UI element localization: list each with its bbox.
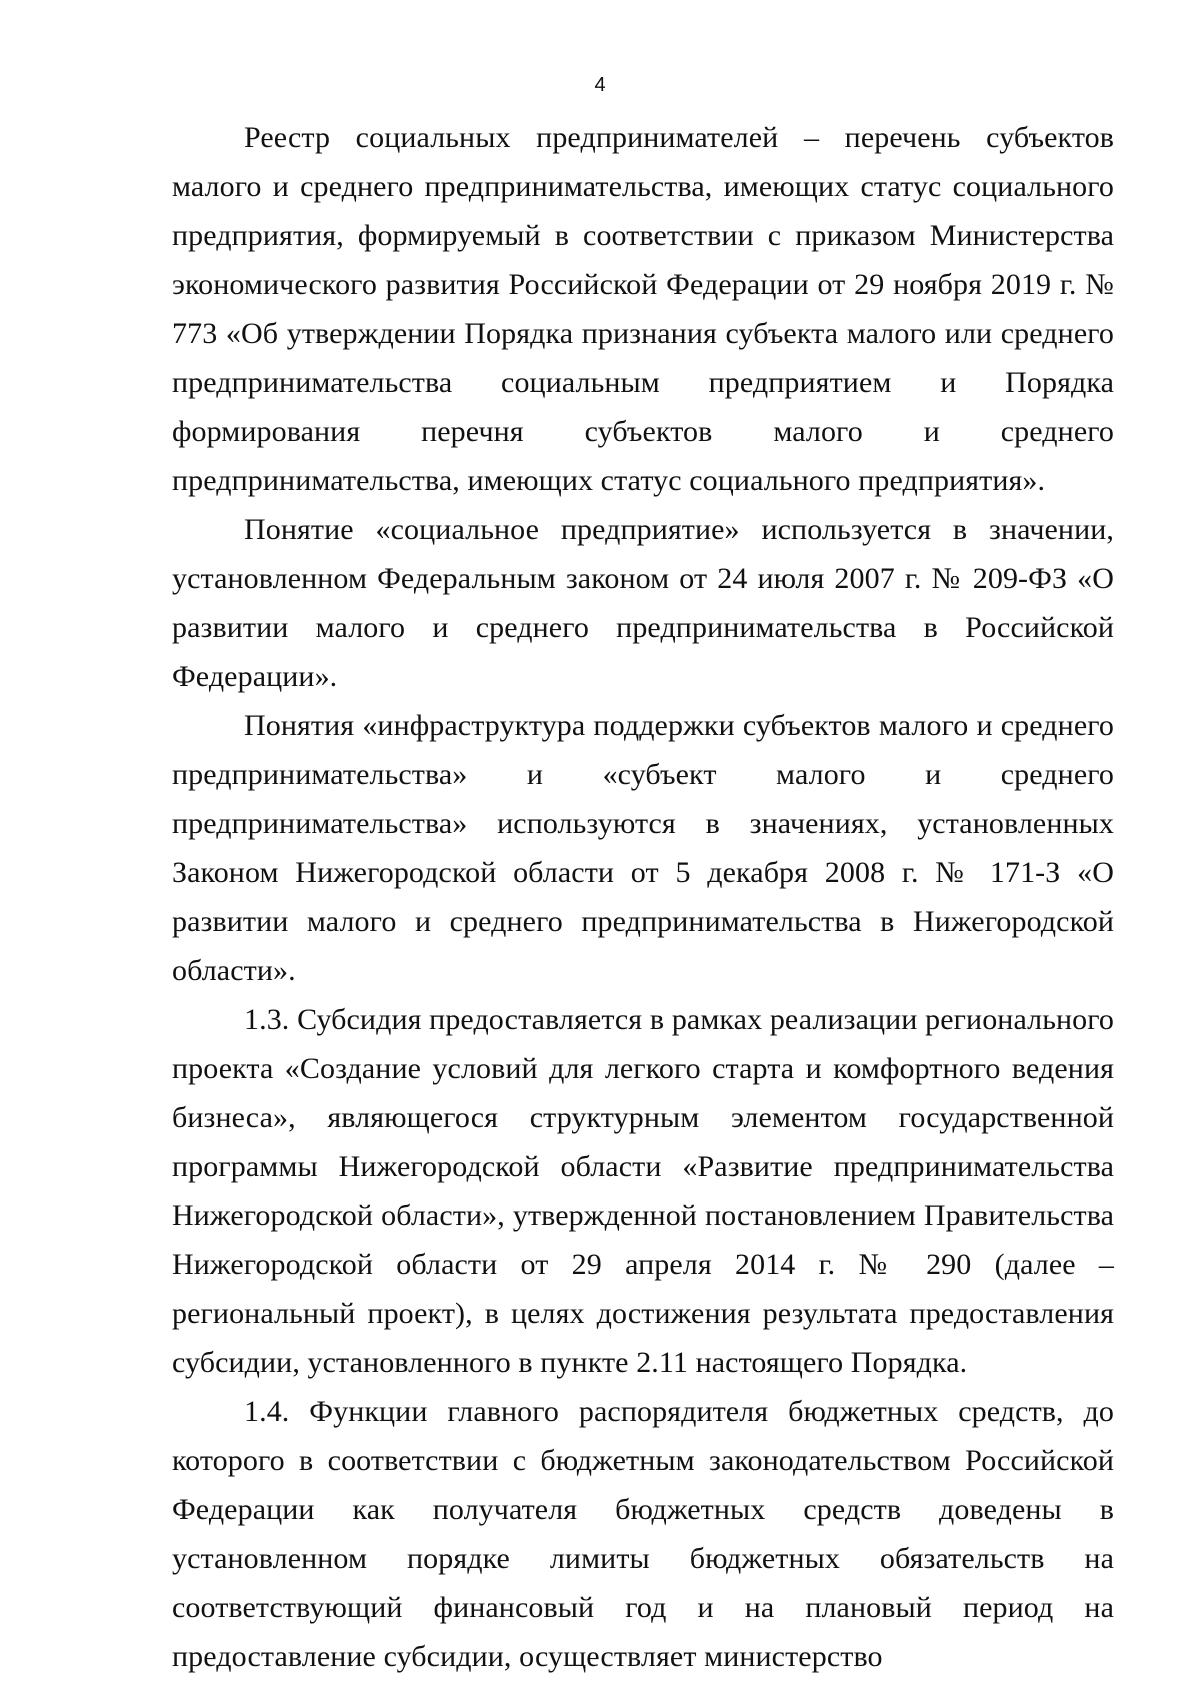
- paragraph-section-1-4: 1.4. Функции главного распорядителя бюджетных средств, до которого в соответствии с бюджетным законодательством Российской Федерации как получателя бюджетных средств доведены в установленном порядке лимиты бюджетных обязательств на соответствующий финансовый год и на плановый период на предоставление субсидии, осуществляет министерство: [172, 1395, 1114, 1673]
- paragraph-register-definition: Реестр социальных предпринимателей – перечень субъектов малого и среднего предпринимательства, имеющих статус социального предприятия, формируемый в соответствии с приказом Министерства экономического развития Российской Федерации от 29 ноября 2019 г. № 773 «Об утверждении Порядка признания субъекта малого или среднего предпринимательства социальным предприятием и Порядка формирования перечня субъектов малого и среднего предпринимательства, имеющих статус социального предприятия».: [172, 121, 1114, 497]
- page-number: 4: [594, 74, 606, 96]
- paragraph-infrastructure: Понятия «инфраструктура поддержки субъектов малого и среднего предпринимательства» и «субъект малого и среднего предпринимательства» используются в значениях, установленных Законом Нижегородской области от 5 декабря 2008 г. № 171-З «О развитии малого и среднего предпринимательства в Нижегородской области».: [172, 709, 1114, 987]
- paragraph-section-1-3: 1.3. Субсидия предоставляется в рамках реализации регионального проекта «Создание условий для легкого старта и комфортного ведения бизнеса», являющегося структурным элементом государственной программы Нижегородской области «Развитие предпринимательства Нижегородской области», утвержденной постановлением Правительства Нижегородской области от 29 апреля 2014 г. № 290 (далее – региональный проект), в целях достижения результата предоставления субсидии, установленного в пункте 2.11 настоящего Порядка.: [172, 1003, 1114, 1379]
- paragraph-social-enterprise: Понятие «социальное предприятие» используется в значении, установленном Федеральным законом от 24 июля 2007 г. № 209-ФЗ «О развитии малого и среднего предпринимательства в Российской Федерации».: [172, 513, 1114, 693]
- document-body: [172, 113, 1114, 1681]
